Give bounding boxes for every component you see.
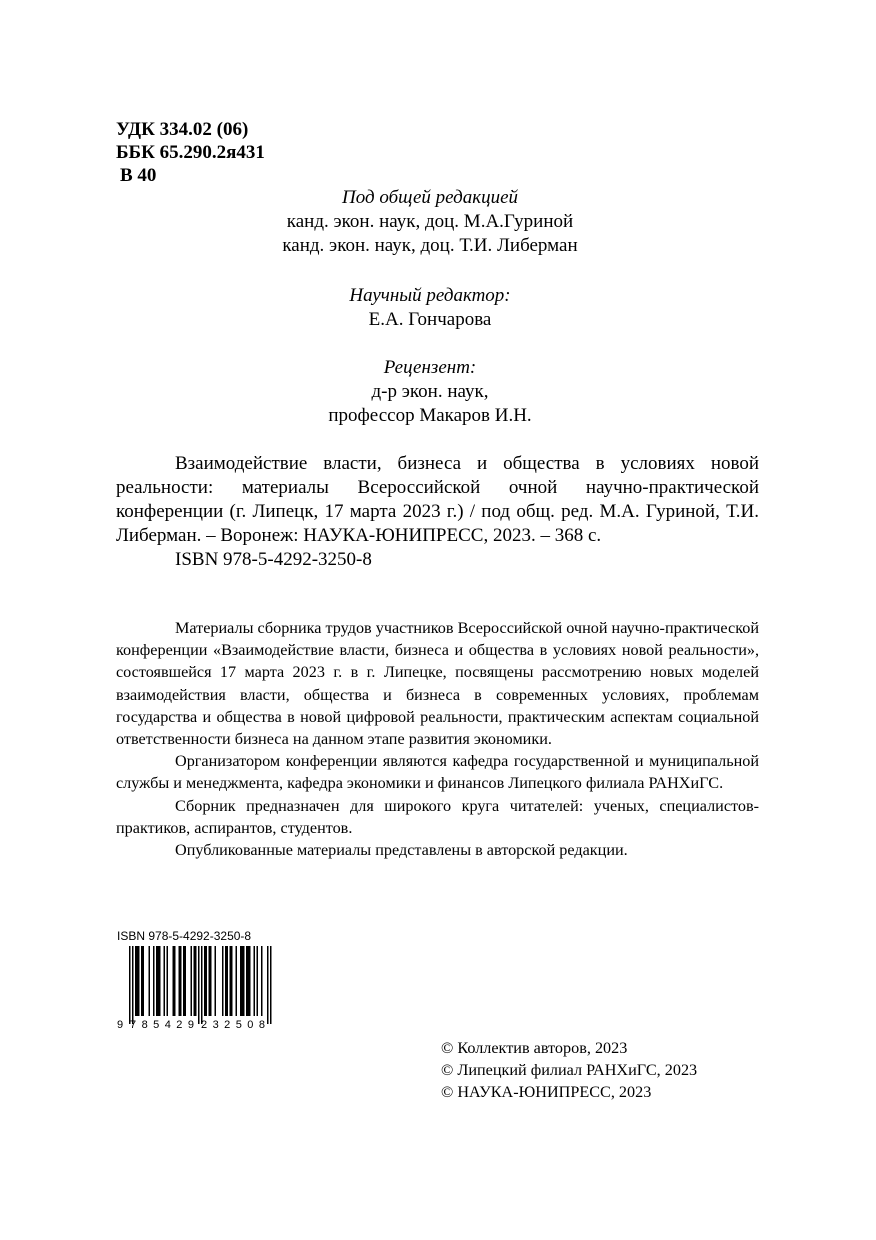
barcode-bar bbox=[249, 946, 251, 1016]
reviewer-heading: Рецензент: bbox=[383, 357, 477, 378]
barcode-bar bbox=[132, 946, 134, 1024]
barcode-bar bbox=[261, 946, 263, 1016]
barcode-bar bbox=[135, 946, 137, 1016]
description-isbn: ISBN 978-5-4292-3250-8 bbox=[175, 549, 372, 570]
author-mark: В 40 bbox=[120, 165, 157, 186]
barcode-bar bbox=[158, 946, 160, 1016]
barcode-bar bbox=[153, 946, 155, 1016]
barcode-isbn-label: ISBN 978-5-4292-3250-8 bbox=[117, 929, 252, 943]
barcode-bar bbox=[257, 946, 259, 1016]
abstract-paragraph: Материалы сборника трудов участников Всероссийской очной научно-практической конференции «Взаимодействие власти, бизнеса и общества в условиях новой реальности», состоявшейся 17 марта 2023 г. в г. Липецке, посвящены рассмотрению новых моделей взаимодействия власти, общества и бизнеса в современных условиях, проблемам государства и общества в новой цифровой реальности, практическим аспектам социальной ответственности бизнеса на данном этапе развития экономики. bbox=[116, 619, 759, 749]
barcode-bar bbox=[185, 946, 187, 1016]
barcode-bar bbox=[215, 946, 217, 1016]
barcode-bar bbox=[167, 946, 169, 1016]
abstract-paragraph: Опубликованные материалы представлены в авторской редакции. bbox=[175, 841, 628, 860]
barcode-bar bbox=[227, 946, 229, 1016]
editor-line: канд. экон. наук, доц. Т.И. Либерман bbox=[282, 235, 578, 256]
barcode-bar bbox=[204, 946, 206, 1016]
editors-block bbox=[240, 186, 620, 258]
editor-line: канд. экон. наук, доц. М.А.Гуриной bbox=[286, 211, 574, 232]
barcode-bar bbox=[254, 946, 256, 1016]
scientific-editor-name: Е.А. Гончарова bbox=[368, 309, 492, 330]
scientific-editor-block bbox=[240, 284, 620, 332]
barcode-bar bbox=[209, 946, 211, 1016]
barcode-bar bbox=[222, 946, 224, 1016]
barcode-bar bbox=[183, 946, 185, 1016]
barcode-bar bbox=[206, 946, 208, 1016]
barcode-bar bbox=[230, 946, 232, 1016]
barcode-bar bbox=[270, 946, 272, 1024]
description-text: Взаимодействие власти, бизнеса и общества в условиях новой реальности: материалы Всероссийской очной научно-практической конференции (г. Липецк, 17 марта 2023 г.) / под общ. ред. М.А. Гуриной, Т.И. Либерман. – Воронеж: НАУКА-ЮНИПРЕСС, 2023. – 368 с. bbox=[116, 453, 759, 546]
barcode-bar bbox=[198, 946, 200, 1024]
barcode-bar bbox=[173, 946, 175, 1016]
classification-codes bbox=[116, 118, 265, 187]
barcode-bar bbox=[201, 946, 203, 1024]
barcode-bar bbox=[156, 946, 158, 1016]
abstract bbox=[116, 617, 759, 861]
copyright-line: © Коллектив авторов, 2023 bbox=[441, 1039, 628, 1057]
copyright-block bbox=[441, 1037, 697, 1103]
isbn-barcode bbox=[117, 946, 277, 1031]
barcode-bar bbox=[180, 946, 182, 1016]
reviewer-block bbox=[240, 356, 620, 428]
barcode-bar bbox=[231, 946, 233, 1016]
barcode-right-digits: 232508 bbox=[201, 1019, 265, 1031]
barcode-bar bbox=[129, 946, 131, 1024]
bibliographic-description bbox=[116, 452, 759, 572]
barcode-bar bbox=[236, 946, 238, 1016]
barcode-first-digit: 9 bbox=[117, 1019, 124, 1031]
barcode-bar bbox=[248, 946, 250, 1016]
barcode-bar bbox=[194, 946, 196, 1016]
barcode-bar bbox=[141, 946, 143, 1016]
abstract-paragraph: Организатором конференции являются кафедра государственной и муниципальной службы и менеджмента, кафедра экономики и финансов Липецкого филиала РАНХиГС. bbox=[116, 752, 759, 793]
barcode-bar bbox=[195, 946, 197, 1016]
editors-heading: Под общей редакцией bbox=[341, 187, 519, 208]
barcode-left-digits: 785429 bbox=[130, 1019, 194, 1031]
reviewer-line: д-р экон. наук, bbox=[371, 381, 489, 402]
barcode-bar bbox=[164, 946, 166, 1016]
barcode-bar bbox=[191, 946, 193, 1016]
barcode-bar bbox=[143, 946, 145, 1016]
barcode-bar bbox=[179, 946, 181, 1016]
copyright-line: © Липецкий филиал РАНХиГС, 2023 bbox=[441, 1061, 698, 1079]
barcode-bar bbox=[174, 946, 176, 1016]
scientific-editor-heading: Научный редактор: bbox=[349, 285, 511, 306]
barcode-bar bbox=[159, 946, 161, 1016]
barcode-bar bbox=[137, 946, 139, 1016]
barcode-bar bbox=[246, 946, 248, 1016]
barcode-bar bbox=[243, 946, 245, 1016]
udk-code: УДК 334.02 (06) bbox=[116, 119, 249, 140]
bbk-code: ББК 65.290.2я431 bbox=[116, 142, 265, 163]
barcode-bar bbox=[210, 946, 212, 1016]
copyright-line: © НАУКА-ЮНИПРЕСС, 2023 bbox=[441, 1083, 652, 1101]
abstract-paragraph: Сборник предназначен для широкого круга читателей: ученых, специалистов-практиков, аспирантов, студентов. bbox=[116, 796, 759, 837]
barcode-bar bbox=[240, 946, 242, 1016]
barcode-bar bbox=[138, 946, 140, 1016]
barcode-bar bbox=[242, 946, 244, 1016]
reviewer-line: профессор Макаров И.Н. bbox=[328, 405, 532, 426]
barcode-bar bbox=[149, 946, 151, 1016]
barcode-bar bbox=[267, 946, 269, 1024]
barcode-bar bbox=[225, 946, 227, 1016]
